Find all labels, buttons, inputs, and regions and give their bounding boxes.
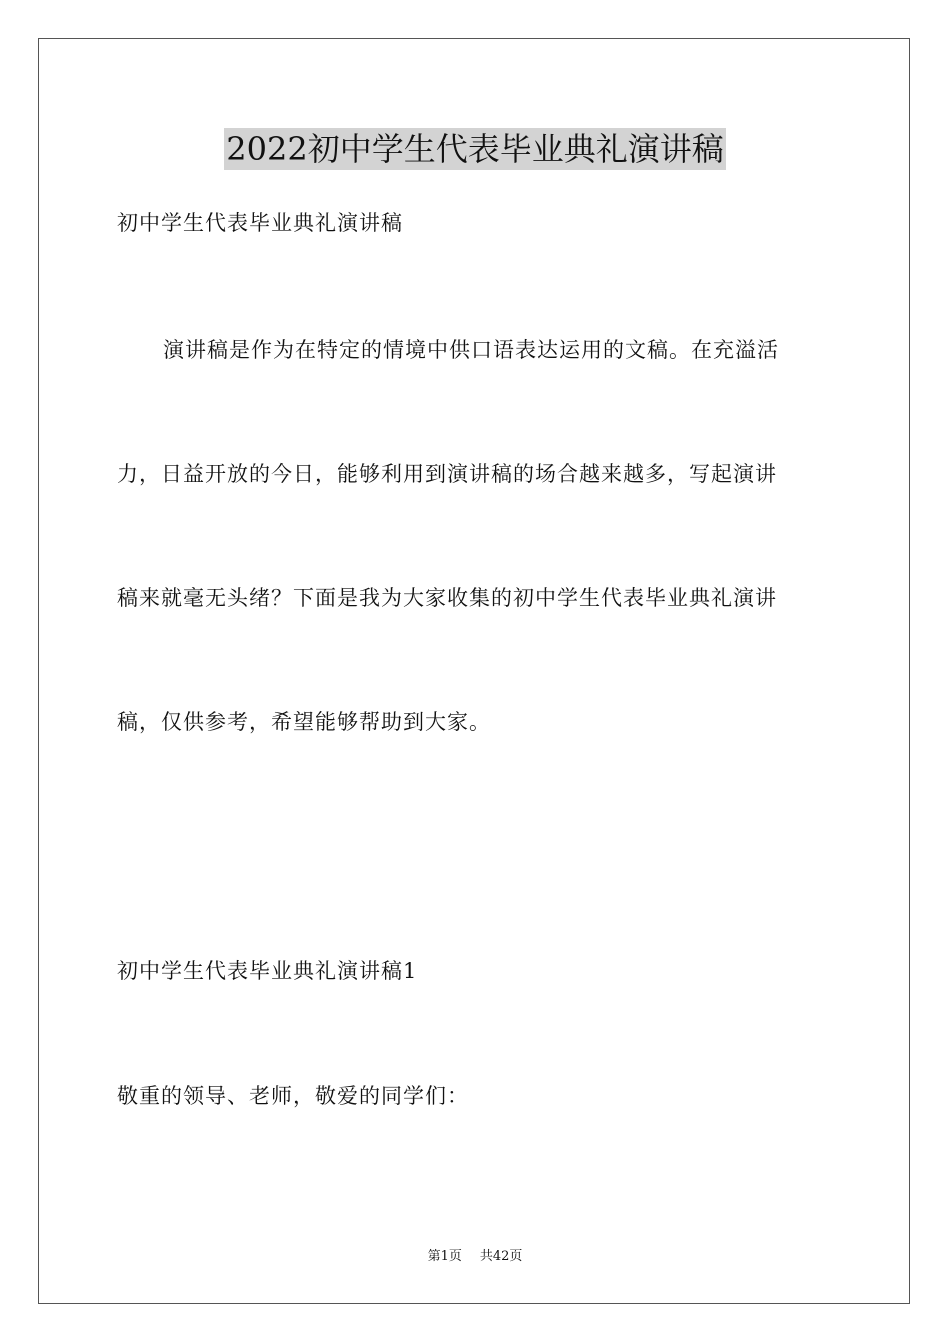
document-title: 2022初中学生代表毕业典礼演讲稿 <box>226 130 724 168</box>
page-footer <box>0 1248 950 1266</box>
page-number: 第1页 <box>427 1249 462 1264</box>
title-container <box>0 128 950 170</box>
total-pages: 共42页 <box>479 1249 523 1264</box>
greeting-line: 敬重的领导、老师，敬爱的同学们： <box>117 1084 469 1108</box>
paragraph-line: 稿，仅供参考，希望能够帮助到大家。 <box>117 710 491 734</box>
paragraph-line: 演讲稿是作为在特定的情境中供口语表达运用的文稿。在充溢活 <box>163 338 779 362</box>
section-heading: 初中学生代表毕业典礼演讲稿1 <box>117 959 418 983</box>
document-subtitle: 初中学生代表毕业典礼演讲稿 <box>117 211 403 235</box>
paragraph-line: 力，日益开放的今日，能够利用到演讲稿的场合越来越多，写起演讲 <box>117 462 777 486</box>
paragraph-line: 稿来就毫无头绪？下面是我为大家收集的初中学生代表毕业典礼演讲 <box>117 586 777 610</box>
